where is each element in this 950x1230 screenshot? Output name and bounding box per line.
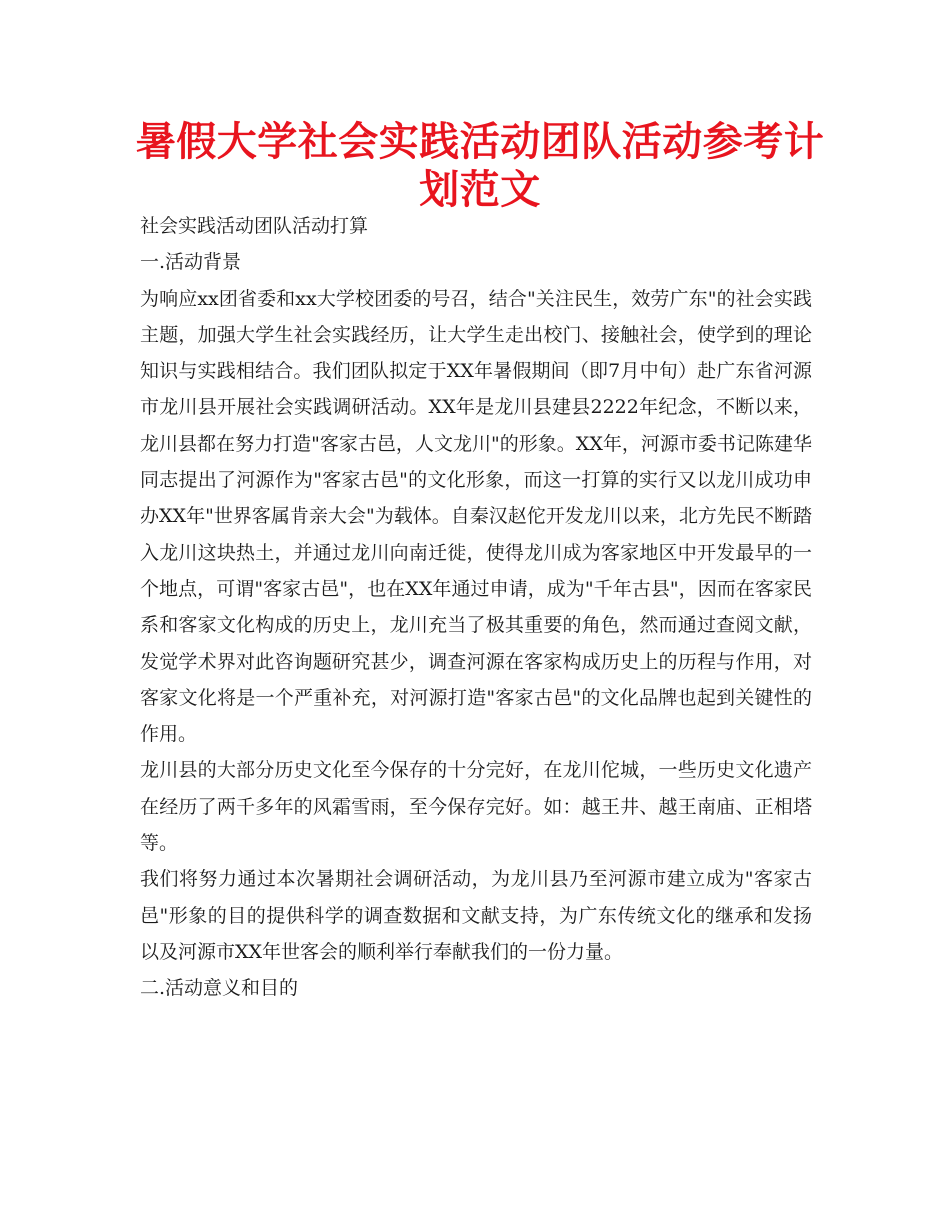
document-title: 暑假大学社会实践活动团队活动参考计划范文 [135, 119, 825, 213]
document-body [140, 208, 812, 1007]
document-subtitle: 社会实践活动团队活动打算 [140, 215, 369, 237]
paragraph-goal: 我们将努力通过本次暑期社会调研活动，为龙川县乃至河源市建立成为"客家古邑"形象的目的提供科学的调查数据和文献支持，为广东传统文化的继承和发扬以及河源市XX年世客会的顺利举行奉献我们的一份力量。 [140, 868, 812, 963]
section-heading-purpose: 二.活动意义和目的 [140, 977, 299, 1000]
paragraph-heritage: 龙川县的大部分历史文化至今保存的十分完好，在龙川佗城，一些历史文化遗产在经历了两千多年的风霜雪雨，至今保存完好。如：越王井、越王南庙、正相塔等。 [140, 759, 812, 855]
paragraph-background: 为响应xx团省委和xx大学校团委的号召，结合"关注民生，效劳广东"的社会实践主题，加强大学生社会实践经历，让大学生走出校门、接触社会，使学到的理论知识与实践相结合。我们团队拟定于XX年暑假期间（即7月中旬）赴广东省河源市龙川县开展社会实践调研活动。XX年是龙川县建县2222年纪念，不断以来，龙川县都在努力打造"客家古邑，人文龙川"的形象。XX年，河源市委书记陈建华同志提出了河源作为"客家古邑"的文化形象，而这一打算的实行又以龙川成功申办XX年"世界客属肯亲大会"为载体。自秦汉赵佗开发龙川以来，北方先民不断踏入龙川这块热土，并通过龙川向南迁徙，使得龙川成为客家地区中开发最早的一个地点，可谓"客家古邑"，也在XX年通过申请，成为"千年古县"，因而在客家民系和客家文化构成的历史上，龙川充当了极其重要的角色，然而通过查阅文献，发觉学术界对此咨询题研究甚少，调查河源在客家构成历史上的历程与作用，对客家文化将是一个严重补充，对河源打造"客家古邑"的文化品牌也起到关键性的作用。 [140, 287, 812, 746]
section-heading-background: 一.活动背景 [140, 251, 242, 274]
